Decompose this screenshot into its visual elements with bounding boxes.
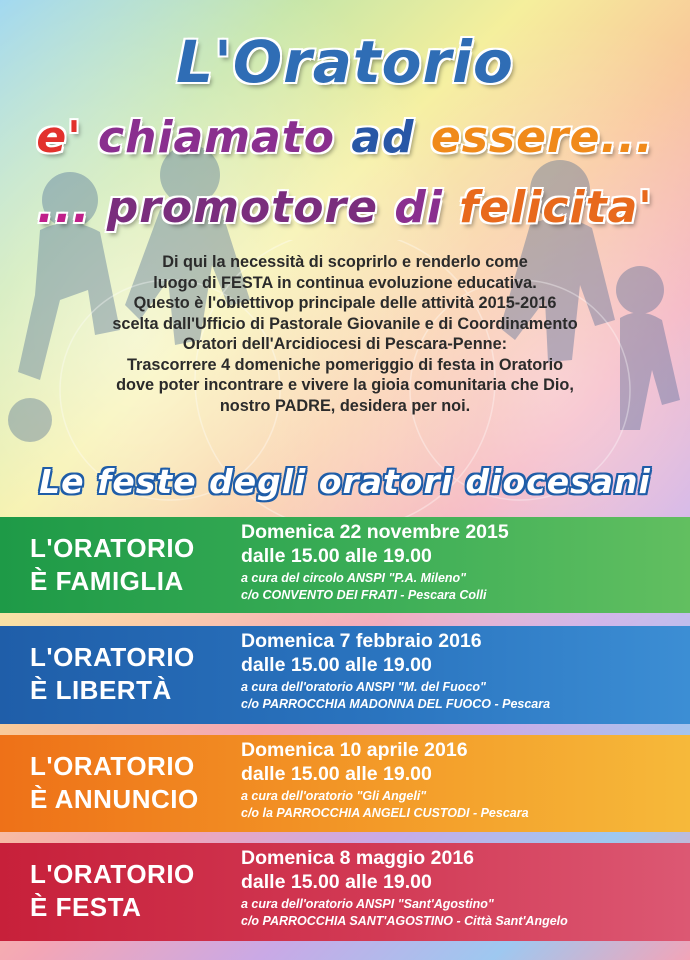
event-title <box>30 750 199 816</box>
event-band-liberta <box>0 626 690 724</box>
event-date: Domenica 22 novembre 2015 <box>241 521 509 543</box>
intro-line: luogo di FESTA in continua evoluzione educativa. <box>153 273 537 292</box>
event-title <box>30 532 195 598</box>
title-line-3 <box>0 182 690 233</box>
title-word: felicita' <box>459 182 653 233</box>
poster-title: L'Oratorio <box>176 28 514 96</box>
intro-line: Trascorrere 4 domeniche pomeriggio di festa in Oratorio <box>126 355 564 374</box>
event-place: c/o PARROCCHIA SANT'AGOSTINO - Città Sant'Angelo <box>241 914 568 928</box>
event-title-line1: L'ORATORIO <box>30 642 195 672</box>
title-word: promotore <box>106 182 379 233</box>
intro-line: Questo è l'obiettivop principale delle attività 2015-2016 <box>133 294 557 312</box>
event-date: Domenica 7 febbraio 2016 <box>241 630 482 652</box>
title-line-2 <box>0 112 690 163</box>
events-subtitle: Le feste degli oratori diocesani <box>39 462 651 501</box>
event-date: Domenica 10 aprile 2016 <box>241 739 468 761</box>
intro-line: scelta dall'Ufficio di Pastorale Giovanile e di Coordinamento <box>112 314 578 333</box>
event-curator: a cura dell'oratorio ANSPI "Sant'Agostino" <box>241 897 494 911</box>
event-time: dalle 15.00 alle 19.00 <box>241 871 432 893</box>
event-title-line2: È ANNUNCIO <box>30 784 199 814</box>
event-title-line2: È LIBERTÀ <box>30 675 172 705</box>
event-info <box>241 520 509 604</box>
event-place: c/o PARROCCHIA MADONNA DEL FUOCO - Pescara <box>241 697 551 711</box>
event-title-line1: L'ORATORIO <box>30 859 195 889</box>
event-title-line1: L'ORATORIO <box>30 533 195 563</box>
title-word: e' <box>36 112 82 163</box>
event-info <box>241 629 550 713</box>
event-date: Domenica 8 maggio 2016 <box>241 847 475 869</box>
event-info <box>241 846 568 930</box>
event-place: c/o la PARROCCHIA ANGELI CUSTODI - Pescara <box>241 806 529 820</box>
event-curator: a cura dell'oratorio ANSPI "M. del Fuoco" <box>241 680 486 694</box>
event-band-annuncio <box>0 735 690 832</box>
title-word: ad <box>351 112 415 163</box>
event-place: c/o CONVENTO DEI FRATI - Pescara Colli <box>241 588 487 602</box>
event-title <box>30 858 195 924</box>
event-curator: a cura del circolo ANSPI "P.A. Mileno" <box>241 571 467 585</box>
title-word: chiamato <box>98 112 336 163</box>
title-word: di <box>394 182 443 233</box>
title-word: essere... <box>430 112 654 163</box>
event-time: dalle 15.00 alle 19.00 <box>241 545 432 567</box>
event-time: dalle 15.00 alle 19.00 <box>241 763 432 785</box>
event-title-line1: L'ORATORIO <box>30 751 195 781</box>
event-title <box>30 641 195 707</box>
event-time: dalle 15.00 alle 19.00 <box>241 654 432 676</box>
intro-line: Oratori dell'Arcidiocesi di Pescara-Penne: <box>182 335 508 353</box>
event-info <box>241 738 529 822</box>
intro-text <box>30 252 660 416</box>
intro-line: nostro PADRE, desidera per noi. <box>219 396 471 415</box>
intro-line: Di qui la necessità di scoprirlo e renderlo come <box>162 253 528 271</box>
event-band-famiglia <box>0 517 690 613</box>
intro-line: dove poter incontrare e vivere la gioia comunitaria che Dio, <box>116 376 574 394</box>
title-word: ... <box>37 182 91 233</box>
event-title-line2: È FAMIGLIA <box>30 566 184 596</box>
event-curator: a cura dell'oratorio "Gli Angeli" <box>241 789 427 803</box>
event-band-festa <box>0 843 690 941</box>
event-title-line2: È FESTA <box>30 892 142 922</box>
